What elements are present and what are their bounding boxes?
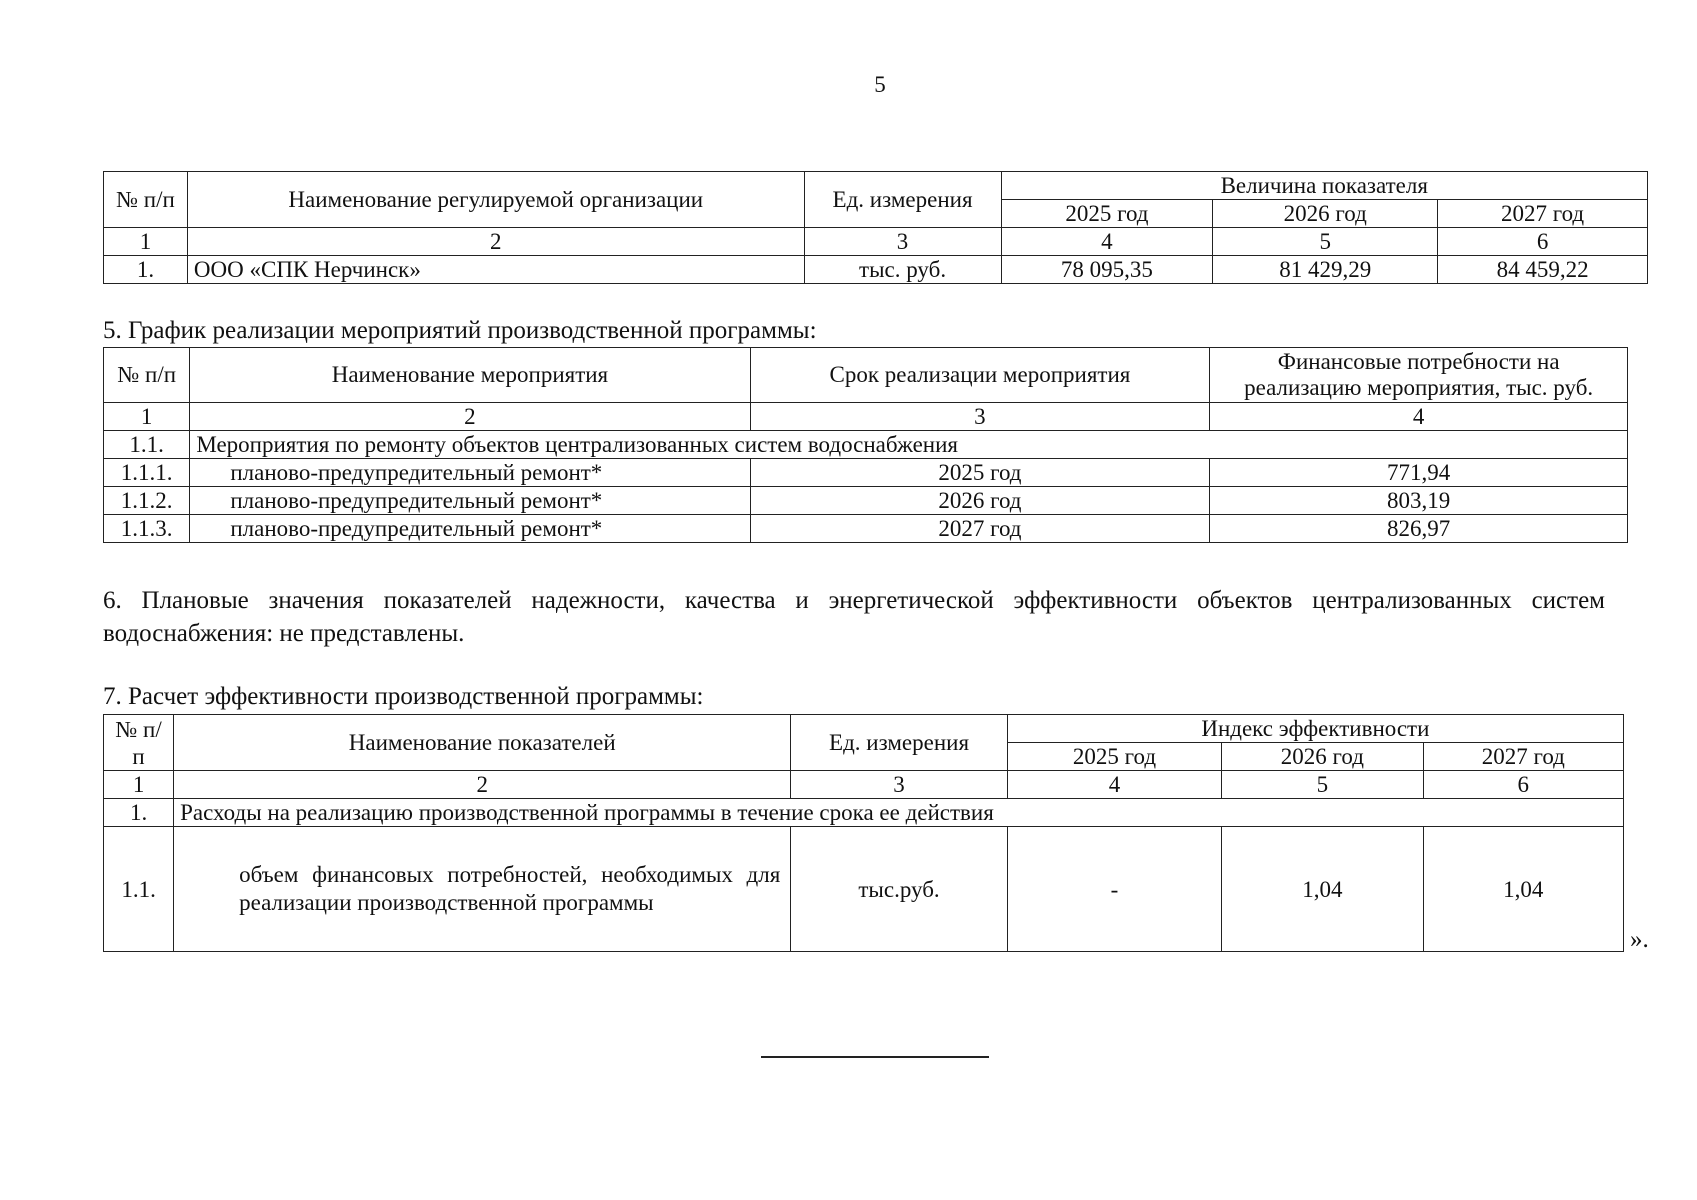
header-financial-needs-line2: реализацию мероприятия, тыс. руб. <box>1244 375 1594 400</box>
header-efficiency-index: Индекс эффективности <box>1007 715 1623 743</box>
section-7-title: 7. Расчет эффективности производственной программы: <box>103 683 704 710</box>
row-value-2027: 84 459,22 <box>1438 256 1648 284</box>
header-num: № п/п <box>104 715 174 771</box>
col-number: 3 <box>750 403 1210 431</box>
header-org-name: Наименование регулируемой организации <box>187 172 804 228</box>
col-number: 5 <box>1222 771 1423 799</box>
group-row-num: 1. <box>104 799 174 827</box>
table-row <box>104 487 1628 515</box>
row-unit: тыс. руб. <box>804 256 1001 284</box>
table-row <box>104 515 1628 543</box>
row-indicator-name: объем финансовых потребностей, необходимых для реализации производственной программы <box>174 827 791 952</box>
col-number: 2 <box>174 771 791 799</box>
row-value: 803,19 <box>1210 487 1628 515</box>
row-num: 1.1.3. <box>104 515 190 543</box>
page-number: 5 <box>874 72 886 97</box>
row-term: 2027 год <box>750 515 1210 543</box>
col-number: 2 <box>190 403 750 431</box>
row-org-name: ООО «СПК Нерчинск» <box>187 256 804 284</box>
header-unit: Ед. измерения <box>804 172 1001 228</box>
col-number: 3 <box>804 228 1001 256</box>
row-unit: тыс.руб. <box>791 827 1007 952</box>
table-row <box>104 256 1648 284</box>
header-num: № п/п <box>104 348 190 403</box>
closing-quote-mark: ». <box>1630 926 1649 953</box>
row-num: 1.1.1. <box>104 459 190 487</box>
row-term: 2025 год <box>750 459 1210 487</box>
row-value: 771,94 <box>1210 459 1628 487</box>
col-number: 1 <box>104 403 190 431</box>
footer-divider-line <box>761 1056 989 1058</box>
row-num: 1.1. <box>104 827 174 952</box>
col-number: 4 <box>1210 403 1628 431</box>
col-number: 5 <box>1213 228 1438 256</box>
header-year-2026: 2026 год <box>1222 743 1423 771</box>
header-financial-needs <box>1210 348 1628 403</box>
section-6-paragraph: 6. Плановые значения показателей надежности, качества и энергетической эффективности объектов централизованных систем водоснабжения: не представлены. <box>103 587 1605 647</box>
section-5-title: 5. График реализации мероприятий производственной программы: <box>103 317 817 344</box>
group-row-num: 1.1. <box>104 431 190 459</box>
row-value-2026: 81 429,29 <box>1213 256 1438 284</box>
row-num: 1. <box>104 256 188 284</box>
header-num: № п/п <box>104 172 188 228</box>
row-value-2025: 78 095,35 <box>1001 256 1213 284</box>
row-value-2025: - <box>1007 827 1221 952</box>
group-row <box>104 431 1628 459</box>
group-row-text: Расходы на реализацию производственной программы в течение срока ее действия <box>174 799 1624 827</box>
row-num: 1.1.2. <box>104 487 190 515</box>
header-term: Срок реализации мероприятия <box>750 348 1210 403</box>
header-year-2025: 2025 год <box>1007 743 1221 771</box>
col-number: 4 <box>1001 228 1213 256</box>
col-number: 6 <box>1423 771 1623 799</box>
header-year-2026: 2026 год <box>1213 200 1438 228</box>
row-value: 826,97 <box>1210 515 1628 543</box>
header-year-2027: 2027 год <box>1438 200 1648 228</box>
indicator-value-table <box>103 171 1648 284</box>
efficiency-table <box>103 714 1624 952</box>
row-measure-name: планово-предупредительный ремонт* <box>190 487 750 515</box>
group-row-text: Мероприятия по ремонту объектов централизованных систем водоснабжения <box>190 431 1628 459</box>
header-measure-name: Наименование мероприятия <box>190 348 750 403</box>
row-measure-name: планово-предупредительный ремонт* <box>190 515 750 543</box>
header-year-2025: 2025 год <box>1001 200 1213 228</box>
col-number: 4 <box>1007 771 1221 799</box>
col-number: 2 <box>187 228 804 256</box>
header-unit: Ед. измерения <box>791 715 1007 771</box>
table-row <box>104 459 1628 487</box>
schedule-table <box>103 347 1628 543</box>
col-number: 6 <box>1438 228 1648 256</box>
row-measure-name: планово-предупредительный ремонт* <box>190 459 750 487</box>
header-indicator-name: Наименование показателей <box>174 715 791 771</box>
header-year-2027: 2027 год <box>1423 743 1623 771</box>
table-row <box>104 827 1624 952</box>
col-number: 1 <box>104 771 174 799</box>
row-value-2026: 1,04 <box>1222 827 1423 952</box>
row-term: 2026 год <box>750 487 1210 515</box>
col-number: 3 <box>791 771 1007 799</box>
header-financial-needs-line1: Финансовые потребности на <box>1277 349 1560 374</box>
group-row <box>104 799 1624 827</box>
row-value-2027: 1,04 <box>1423 827 1623 952</box>
header-indicator-value: Величина показателя <box>1001 172 1647 200</box>
col-number: 1 <box>104 228 188 256</box>
